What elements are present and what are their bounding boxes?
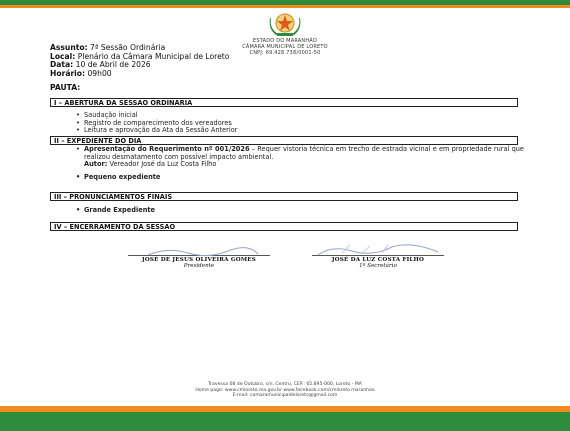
section-pronunciamentos-items	[76, 207, 155, 215]
signature-role: Presidente	[183, 263, 215, 269]
signature-role: 1º Secretário	[359, 263, 397, 269]
autor-value: Vereador José da Luz Costa Filho	[107, 160, 217, 169]
assunto-label: Assunto:	[50, 43, 88, 52]
list-item: • Saudação inicial	[76, 112, 237, 120]
top-color-band	[0, 0, 570, 8]
section-expediente-items	[76, 146, 524, 181]
meta-horario	[50, 70, 229, 79]
header-chamber: CÂMARA MUNICIPAL DE LORETO	[242, 44, 328, 50]
requerimento-label: Apresentação do Requerimento nº 001/2026	[84, 145, 250, 153]
footer-email: E-mail: camaramunicipaldeloreto@gmail.com	[232, 393, 338, 399]
signature-stroke-icon	[312, 243, 444, 257]
section-heading-pronunciamentos: III – PRONUNCIAMENTOS FINAIS	[50, 192, 518, 201]
section-heading-expediente: II – EXPEDIENTE DO DIA	[50, 136, 518, 145]
header-cnpj: CNPJ: 69.428.738/0001-50	[249, 50, 321, 56]
footer-address: Travessa 08 de Outubro, s/n, Centro, CEP.: 65.895-000, Loreto - MA	[208, 382, 362, 387]
list-item: • Pequeno expediente	[76, 174, 524, 182]
section-heading-abertura: I – ABERTURA DA SESSÃO ORDINÁRIA	[50, 98, 518, 107]
signature-name: JOSÉ DA LUZ COSTA FILHO	[331, 257, 425, 263]
coat-of-arms-icon	[268, 10, 302, 38]
bottom-color-band	[0, 406, 570, 431]
signature-stroke-icon	[128, 247, 270, 257]
list-item: • Registro de comparecimento dos vereadores	[76, 120, 237, 128]
section-heading-encerramento: IV – ENCERRAMENTO DA SESSÃO	[50, 222, 518, 231]
signatures	[0, 245, 570, 275]
session-meta	[50, 44, 229, 78]
data-label: Data:	[50, 60, 74, 70]
local-value: Plenário da Câmara Municipal de Loreto	[77, 51, 230, 61]
bottom-green-stripe	[0, 412, 570, 431]
section-abertura-items	[76, 112, 237, 135]
list-item: • Grande Expediente	[76, 207, 155, 215]
assunto-value: 7ª Sessão Ordinária	[90, 43, 166, 52]
header-state: ESTADO DO MARANHÃO	[253, 38, 317, 44]
local-label: Local:	[50, 51, 76, 61]
horario-value: 09h00	[87, 68, 112, 78]
footer-homepage: Home page: www.cmloreto.ma.gov.br www.facebook.com/cmloreto.maranhao	[195, 387, 375, 393]
signature-name: JOSÉ DE JESUS OLIVEIRA GOMES	[142, 257, 256, 263]
list-item-requerimento	[76, 146, 524, 169]
horario-label: Horário:	[50, 68, 86, 78]
pauta-heading: PAUTA:	[50, 83, 81, 92]
signature-secretary	[312, 255, 444, 269]
list-item: • Leitura e aprovação da Ata da Sessão Anterior	[76, 127, 237, 135]
document-footer	[0, 382, 570, 399]
autor-label: Autor:	[84, 160, 108, 169]
signature-president	[128, 255, 270, 269]
requerimento-text: – Requer vistoria técnica em trecho de estrada vicinal e em propriedade rural que realizou desmatamento com possível impacto ambiental.	[84, 145, 524, 161]
requerimento-autor	[84, 161, 524, 169]
data-value: 10 de Abril de 2026	[75, 60, 151, 70]
